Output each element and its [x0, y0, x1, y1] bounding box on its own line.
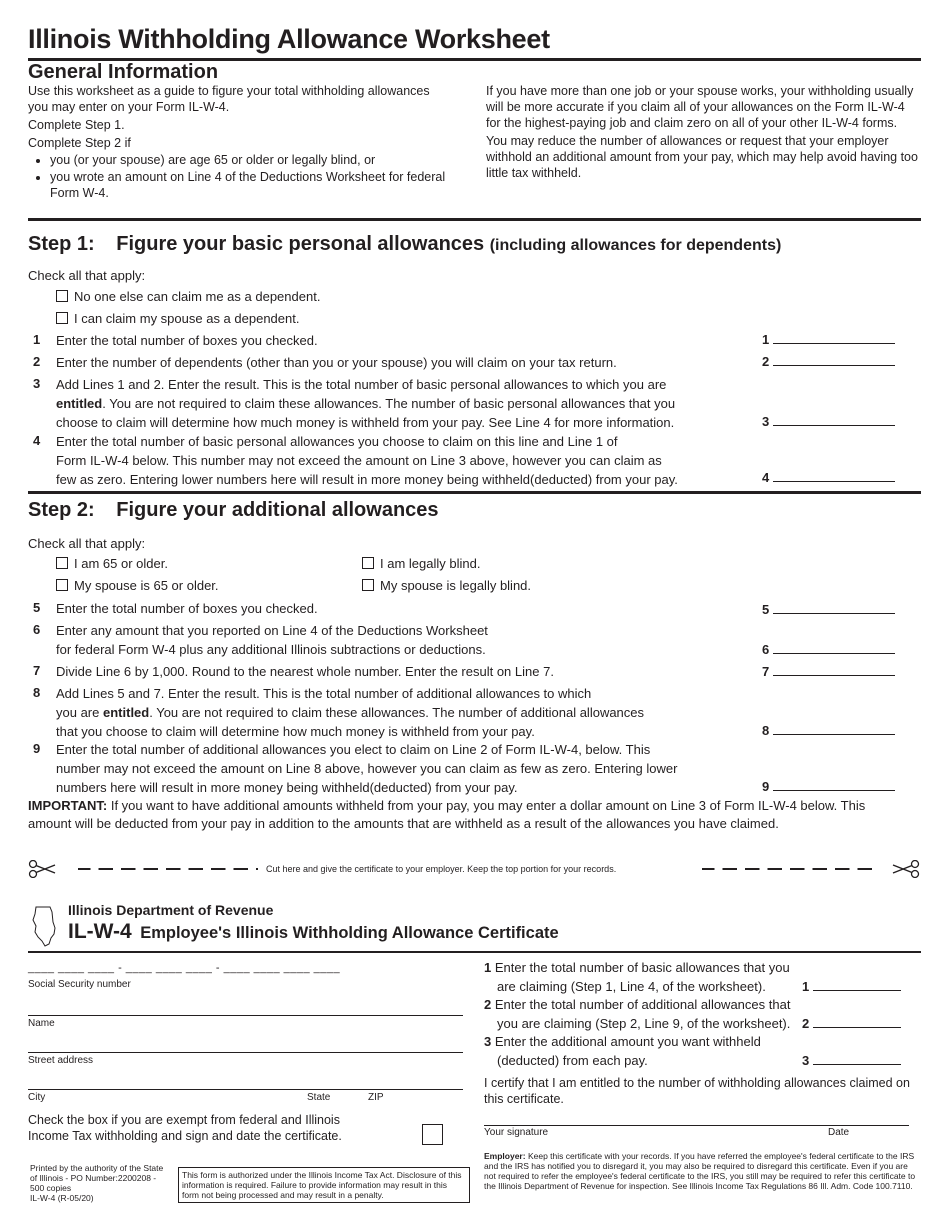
- step2-check-row-2: [362, 555, 480, 573]
- cert-line-2-text-b: you are claiming (Step 2, Line 9, of the worksheet).: [497, 1016, 791, 1031]
- cut-dash-left: [78, 868, 258, 870]
- line5-answer[interactable]: 5: [762, 602, 895, 617]
- form-id: IL-W-4 (R-05/20): [30, 1193, 94, 1203]
- line-number-3: 3: [33, 376, 41, 391]
- line3-text-b-rest: . You are not required to claim these allowances. The number of basic personal allowances that you: [102, 396, 676, 411]
- cert-line-3-a: [484, 1032, 914, 1051]
- line9-text-c: numbers here will result in more money being withheld(deducted) from your pay.: [56, 780, 518, 795]
- line3-blank[interactable]: [773, 414, 895, 426]
- line9-answer[interactable]: 9: [762, 779, 895, 794]
- general-left: [28, 83, 448, 201]
- important-note: [28, 797, 908, 833]
- printed-by: Printed by the authority of the State of Illinois - PO Number:2200208 - 500 copies: [30, 1163, 164, 1193]
- line9-text-a: Enter the total number of additional allowances you elect to claim on Line 2 of Form IL-W-4, below. This: [56, 742, 651, 757]
- line3-text-a: Add Lines 1 and 2. Enter the result. This is the total number of basic personal allowances to which you are: [56, 377, 667, 392]
- line7-blank[interactable]: [773, 664, 895, 676]
- line-number-1: 1: [33, 332, 41, 347]
- line4-answer[interactable]: 4: [762, 470, 895, 485]
- line8-text: [56, 684, 768, 741]
- line6-text-b: for federal Form W-4 plus any additional Illinois subtractions or deductions.: [56, 642, 486, 657]
- form-title: Employee's Illinois Withholding Allowance Certificate: [140, 924, 559, 942]
- cert-line-2-text-a: Enter the total number of additional allowances that: [494, 997, 791, 1012]
- signature-label: Your signature: [484, 1127, 549, 1138]
- city-label: City: [28, 1092, 46, 1103]
- general-right-p1: If you have more than one job or your spouse works, your withholding usually will be more accurate if you claim all of your allowances on the Form IL-W-4 for the highest-paying job and claim zero on all of your other IL-W-4 forms.: [486, 84, 914, 130]
- line9-text: [56, 740, 768, 797]
- cert-line-2-b: [484, 1014, 914, 1033]
- general-left-p2: Complete Step 1.: [28, 118, 125, 132]
- line3-text-b: [56, 394, 768, 413]
- step1-title-suffix: (including allowances for dependents): [489, 237, 782, 254]
- general-bullet-1: • you (or your spouse) are age 65 or older or legally blind, or: [50, 152, 448, 168]
- city-state-zip-input[interactable]: [28, 1089, 463, 1090]
- line6-blank[interactable]: [773, 642, 895, 654]
- cert-line-1-a: [484, 958, 914, 977]
- line-number-5: 5: [33, 600, 41, 615]
- cert-answer-1[interactable]: 1: [802, 977, 901, 996]
- cert-line-3-b: [484, 1051, 914, 1070]
- line4-text: [56, 432, 768, 489]
- line-number-7: 7: [33, 663, 41, 678]
- cert-line-2: [484, 995, 914, 1033]
- line4-text-c: few as zero. Entering lower numbers here will result in more money being withheld(deducted) from your pay.: [56, 472, 678, 487]
- state-label: State: [307, 1092, 331, 1103]
- form-code: IL-W-4: [68, 920, 132, 943]
- form-header: [68, 920, 559, 944]
- cert-blank-3[interactable]: [813, 1053, 901, 1065]
- line4-blank[interactable]: [773, 470, 895, 482]
- page-title: Illinois Withholding Allowance Worksheet: [28, 24, 550, 54]
- step2-rule: [28, 491, 921, 494]
- step2-check2-label: I am legally blind.: [380, 556, 481, 571]
- cert-line-3: [484, 1032, 914, 1070]
- date-label: Date: [828, 1127, 850, 1138]
- important-text: If you want to have additional amounts withheld from your pay, you may enter a dollar amount on Line 3 of Form IL-W-4 below. This amount will be deducted from your pay in addition to the amounts that are withheld as a result of the allowances you have claimed.: [28, 798, 866, 831]
- employer-note: [484, 1151, 916, 1191]
- step1-rule: [28, 218, 921, 221]
- line-number-6: 6: [33, 622, 41, 637]
- step1-check2-label: I can claim my spouse as a dependent.: [74, 311, 300, 326]
- employer-text: Keep this certificate with your records. If you have referred the employee's federal certificate to the IRS and the IRS has notified you to disregard it, you may also be required to disregard this certificate. Even if you are not required to refer the employee's federal certificate to the IRS, you still may be required to refer this certificate to the Illinois Department of Revenue for inspection. See Illinois Income Tax Regulations 86 Ill. Adm. Code 100.7110.: [484, 1151, 916, 1191]
- checkbox-65-or-older[interactable]: [56, 557, 68, 569]
- ssn-label: Social Security number: [28, 979, 131, 990]
- line8-text-b-rest: . You are not required to claim these allowances. The number of additional allowances: [149, 705, 645, 720]
- form-agency: Illinois Department of Revenue: [68, 902, 274, 918]
- checkbox-legally-blind[interactable]: [362, 557, 374, 569]
- line3-text-c: choose to claim will determine how much money is withheld from your pay. See Line 4 for more information.: [56, 415, 675, 430]
- checkbox-spouse-blind[interactable]: [362, 579, 374, 591]
- line-number-4: 4: [33, 433, 41, 448]
- line4-text-a: Enter the total number of basic personal allowances you choose to claim on this line and Line 1 of: [56, 434, 618, 449]
- line-number-9: 9: [33, 741, 41, 756]
- line2-blank[interactable]: [773, 354, 895, 366]
- step2-check-row-1: [56, 555, 168, 573]
- line6-answer[interactable]: 6: [762, 642, 895, 657]
- important-label: IMPORTANT:: [28, 798, 108, 813]
- line3-entitled: entitled: [56, 396, 103, 411]
- step1-label: Step 1:: [28, 233, 95, 255]
- cert-line-3-text-b: (deducted) from each pay.: [497, 1053, 648, 1068]
- cert-line-number-2: 2: [484, 997, 492, 1012]
- employer-label: Employer:: [484, 1151, 526, 1161]
- ssn-input[interactable]: ____ ____ ____ - ____ ____ ____ - ____ ____ ____ ____: [28, 962, 341, 974]
- cert-answer-3[interactable]: 3: [802, 1051, 901, 1070]
- line-number-2: 2: [33, 354, 41, 369]
- line2-text: Enter the number of dependents (other than you or your spouse) you will claim on your tax return.: [56, 355, 617, 370]
- general-right-p2: You may reduce the number of allowances or request that your employer withhold an additional amount from your pay, which may help avoid having too little tax withheld.: [486, 134, 918, 180]
- step2-heading: [28, 499, 439, 522]
- step2-check1-label: I am 65 or older.: [74, 556, 168, 571]
- exempt-text: Check the box if you are exempt from federal and Illinois Income Tax withholding and sign and date the certificate.: [28, 1113, 342, 1143]
- step2-title: Figure your additional allowances: [116, 499, 439, 521]
- cut-text: Cut here and give the certificate to your employer. Keep the top portion for your records.: [266, 864, 617, 874]
- line5-text: Enter the total number of boxes you checked.: [56, 601, 318, 616]
- cert-blank-2[interactable]: [813, 1016, 901, 1028]
- cert-line-3-text-a: Enter the additional amount you want withheld: [494, 1034, 761, 1049]
- step1-check-all: Check all that apply:: [28, 268, 146, 283]
- line1-answer[interactable]: 1: [762, 332, 895, 347]
- cert-line-2-a: [484, 995, 914, 1014]
- cert-line-1-text-a: Enter the total number of basic allowances that you: [494, 960, 790, 975]
- checkbox-spouse-dependent[interactable]: [56, 312, 68, 324]
- line6-text-a: Enter any amount that you reported on Line 4 of the Deductions Worksheet: [56, 623, 488, 638]
- disclosure-box: This form is authorized under the Illinois Income Tax Act. Disclosure of this information is required. Failure to provide information may result in this form not being processed and may result in a penalty.: [178, 1167, 470, 1203]
- street-label: Street address: [28, 1055, 94, 1066]
- line5-blank[interactable]: [773, 602, 895, 614]
- name-label: Name: [28, 1018, 55, 1029]
- line8-text-c: that you choose to claim will determine how much money is withheld from your pay.: [56, 724, 535, 739]
- general-bullets: [28, 152, 448, 201]
- line8-entitled: entitled: [103, 705, 150, 720]
- checkbox-spouse-65[interactable]: [56, 579, 68, 591]
- step2-check-row-3: [56, 577, 219, 595]
- cert-answer-2[interactable]: 2: [802, 1014, 901, 1033]
- line-number-8: 8: [33, 685, 41, 700]
- cert-line-number-3: 3: [484, 1034, 492, 1049]
- step1-title: Figure your basic personal allowances: [116, 233, 485, 255]
- cut-dash-right: [702, 868, 880, 870]
- step2-check-all: Check all that apply:: [28, 536, 146, 551]
- step1-check1-label: No one else can claim me as a dependent.: [74, 289, 321, 304]
- zip-label: ZIP: [368, 1092, 384, 1103]
- signature-line[interactable]: [484, 1125, 909, 1126]
- general-left-p1: Use this worksheet as a guide to figure your total withholding allowances you may enter on your Form IL-W-4.: [28, 84, 430, 114]
- exempt-checkbox[interactable]: [422, 1124, 443, 1145]
- cert-line-1-b: [484, 977, 914, 996]
- line4-text-b: Form IL-W-4 below. This number may not exceed the amount on Line 3 above, however you can claim as: [56, 453, 662, 468]
- cert-line-number-1: 1: [484, 960, 492, 975]
- step1-check-row-2: [56, 310, 299, 328]
- general-bullet-2: • you wrote an amount on Line 4 of the Deductions Worksheet for federal Form W-4.: [50, 169, 448, 201]
- line1-blank[interactable]: [773, 332, 895, 344]
- cert-blank-1[interactable]: [813, 979, 901, 991]
- line9-text-b: number may not exceed the amount on Line 8 above, however you can claim as few as zero. Entering lower: [56, 761, 678, 776]
- line2-answer[interactable]: 2: [762, 354, 895, 369]
- step1-heading: [28, 233, 781, 256]
- line8-text-a: Add Lines 5 and 7. Enter the result. This is the total number of additional allowances to which: [56, 686, 592, 701]
- step2-label: Step 2:: [28, 499, 95, 521]
- line1-text: Enter the total number of boxes you checked.: [56, 333, 318, 348]
- name-input[interactable]: [28, 1015, 463, 1016]
- line3-text: [56, 375, 768, 432]
- line3-answer[interactable]: 3: [762, 414, 895, 429]
- step1-check-row-1: [56, 288, 320, 306]
- line7-text: Divide Line 6 by 1,000. Round to the nearest whole number. Enter the result on Line 7.: [56, 664, 554, 679]
- step2-check-row-4: [362, 577, 531, 595]
- line8-text-b-pre: you are: [56, 705, 100, 720]
- scissors-right-icon: [892, 860, 920, 878]
- step2-check4-label: My spouse is legally blind.: [380, 578, 532, 593]
- step2-check3-label: My spouse is 65 or older.: [74, 578, 219, 593]
- line6-text: [56, 621, 768, 659]
- cert-line-1-text-b: are claiming (Step 1, Line 4, of the worksheet).: [497, 979, 766, 994]
- general-right: [486, 83, 922, 181]
- line8-text-b: [56, 703, 768, 722]
- illinois-state-outline-icon: [30, 904, 60, 948]
- scissors-left-icon: [28, 860, 56, 878]
- certify-text: I certify that I am entitled to the number of withholding allowances claimed on this certificate.: [484, 1076, 910, 1106]
- line8-answer[interactable]: 8: [762, 723, 895, 738]
- general-heading: General Information: [28, 61, 219, 83]
- cert-line-1: [484, 958, 914, 996]
- street-input[interactable]: [28, 1052, 463, 1053]
- line9-blank[interactable]: [773, 779, 895, 791]
- line7-answer[interactable]: 7: [762, 664, 895, 679]
- line8-blank[interactable]: [773, 723, 895, 735]
- checkbox-no-dependent[interactable]: [56, 290, 68, 302]
- general-left-p3: Complete Step 2 if: [28, 136, 131, 150]
- form-rule: [28, 951, 921, 953]
